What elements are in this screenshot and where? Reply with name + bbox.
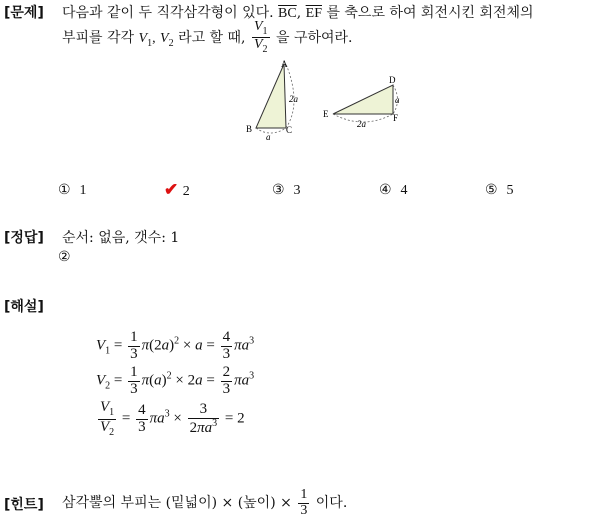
equation-v2: $V_2$ = $\frac{1}{3}$ $\pi(a)^2 \times 2a$ = $\frac{2}{3}$ $\pi a^3$: [96, 364, 255, 397]
label-e: E: [323, 109, 329, 119]
label-b: B: [246, 124, 253, 134]
ratio-fraction: $\frac{V_1}{V_2}$: [253, 19, 268, 56]
one-third-fraction: $\frac{1}{3}$: [300, 487, 308, 518]
option-1[interactable]: ① 1: [58, 182, 87, 198]
comma: ,: [296, 5, 302, 21]
checkmark-icon: ✔: [164, 180, 179, 200]
answer-line-1: 순서: 없음, 갯수: 1: [62, 230, 180, 246]
triangle-abc: [256, 64, 286, 128]
problem-text-2a: 부피를 각각: [62, 29, 135, 46]
label-left-height: 2a: [289, 94, 298, 104]
label-f: F: [393, 113, 399, 123]
label-right-height: a: [395, 95, 400, 105]
v1-symbol: $V_1$,: [138, 30, 156, 49]
label-d: D: [389, 75, 396, 85]
problem-text-1b: 를 축으로 하여 회전시킨 회전체의: [326, 5, 534, 21]
option-3[interactable]: ③ 3: [272, 182, 301, 198]
v2-symbol: $V_2$: [160, 30, 174, 49]
problem-text-2c: 을 구하여라.: [275, 29, 353, 46]
label-a: A: [281, 59, 288, 69]
equation-ratio: $\frac{V_1}{V_2}$ = $\frac{4}{3}$ $\pi a^3$ × $\frac{3}{2\pi a^3}$ = 2: [100, 399, 245, 438]
problem-text-2b: 라고 할 때,: [178, 29, 246, 46]
label-c: C: [286, 125, 293, 135]
segment-ef: $\overline{EF}$: [305, 6, 322, 21]
problem-text-1a: 다음과 같이 두 직각삼각형이 있다.: [62, 5, 274, 21]
equation-v1: $V_1$ = $\frac{1}{3}$ $\pi(2a)^2 \times a$ = $\frac{4}{3}$ $\pi a^3$: [96, 329, 255, 362]
option-4[interactable]: ④ 4: [379, 182, 408, 198]
label-right-base: 2a: [357, 119, 366, 129]
option-5[interactable]: ⑤ 5: [485, 182, 514, 198]
answer-line-2: ②: [58, 249, 71, 265]
triangles-figure: [240, 58, 410, 146]
label-left-base: a: [266, 132, 271, 142]
rotation-base-left: [256, 128, 286, 133]
problem-line-1: [62, 2, 534, 22]
hint-line: 삼각뿔의 부피는 (밑넓이) × (높이) × $\frac{1}{3}$ 이다.: [62, 487, 348, 518]
option-2-selected[interactable]: ✔ 2: [164, 180, 190, 200]
problem-line-2: [62, 20, 353, 56]
problem-tag: [문제]: [4, 5, 44, 21]
explanation-tag: [해설]: [4, 299, 44, 315]
triangle-def: [333, 85, 393, 114]
segment-bc: $\overline{BC}$: [278, 6, 297, 21]
hint-tag: [힌트]: [4, 497, 44, 513]
answer-tag: [정답]: [4, 230, 44, 246]
